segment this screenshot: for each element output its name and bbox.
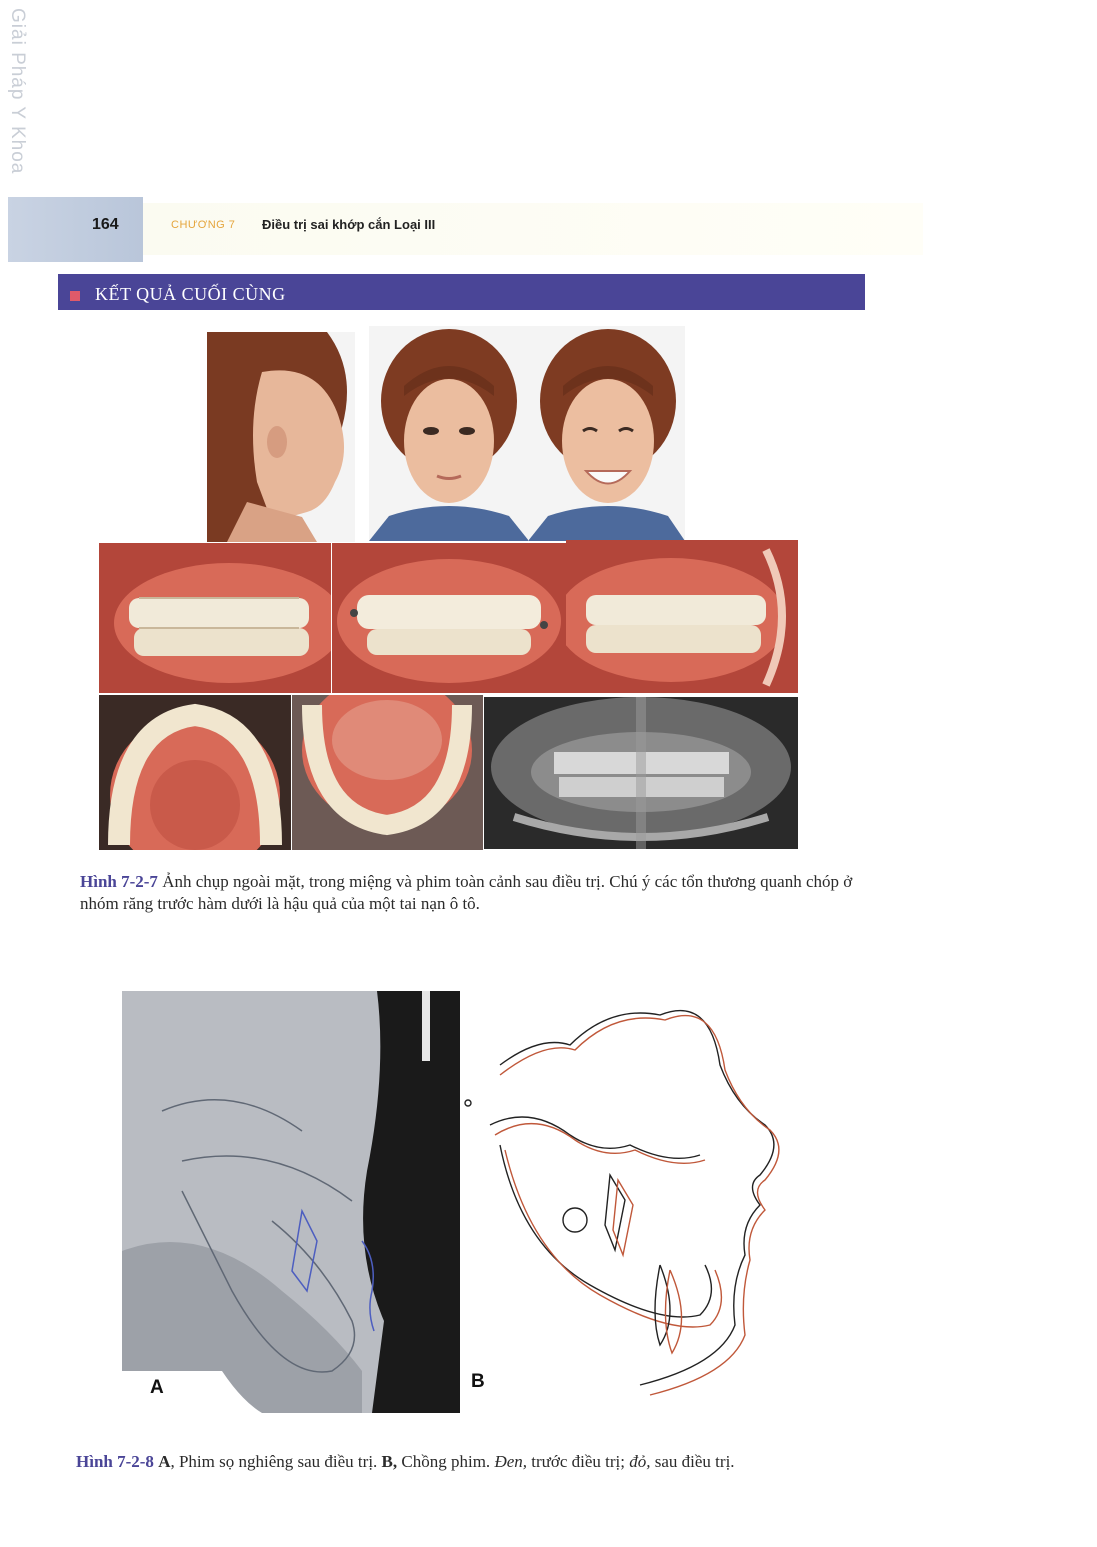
- figure-label-2: Hình 7-2-8: [76, 1452, 154, 1471]
- frontal-photo: [369, 326, 529, 541]
- chapter-title: Điều trị sai khớp cắn Loại III: [262, 217, 436, 232]
- panel-label-a: A: [150, 1377, 164, 1398]
- chapter-label: CHƯƠNG 7: [171, 219, 236, 231]
- watermark: Giải Pháp Y Khoa: [7, 8, 28, 175]
- frontal-occlusion-photo: [332, 543, 566, 693]
- caption-a-label: A: [158, 1452, 171, 1471]
- figure-7-2-7-caption: [80, 871, 890, 915]
- cephalometric-tracing: [460, 985, 805, 1410]
- section-title: KẾT QUẢ CUỐI CÙNG: [95, 284, 286, 304]
- page-tab: [8, 197, 143, 262]
- left-occlusion-photo: [566, 540, 798, 693]
- caption-text: Ảnh chụp ngoài mặt, trong miệng và phim toàn cảnh sau điều trị. Chú ý các tổn thương quanh chóp ở nhóm răng trước hàm dưới là hậu quả của một tai nạn ô tô.: [80, 872, 853, 913]
- right-occlusion-photo: [99, 543, 331, 693]
- panel-label-b: B: [471, 1371, 485, 1392]
- caption-mid: trước điều trị;: [527, 1452, 630, 1471]
- header-strip: [143, 203, 923, 255]
- panoramic-xray: [484, 697, 798, 849]
- caption-b-text: Chồng phim.: [397, 1452, 495, 1471]
- figure-label: Hình 7-2-7: [80, 872, 158, 891]
- cephalometric-xray: [122, 991, 460, 1413]
- upper-arch-photo: [99, 695, 291, 850]
- caption-end: sau điều trị.: [650, 1452, 735, 1471]
- smile-photo: [528, 326, 685, 541]
- caption-black: Đen,: [494, 1452, 528, 1471]
- figure-7-2-8-caption: [76, 1451, 886, 1473]
- section-bullet-icon: [70, 291, 80, 301]
- caption-a-text: , Phim sọ nghiêng sau điều trị.: [170, 1452, 382, 1471]
- caption-b-label: B,: [381, 1452, 398, 1471]
- caption-red: đỏ,: [629, 1452, 651, 1471]
- lower-arch-photo: [292, 695, 483, 850]
- page-number: 164: [92, 216, 119, 233]
- profile-photo: [207, 332, 355, 542]
